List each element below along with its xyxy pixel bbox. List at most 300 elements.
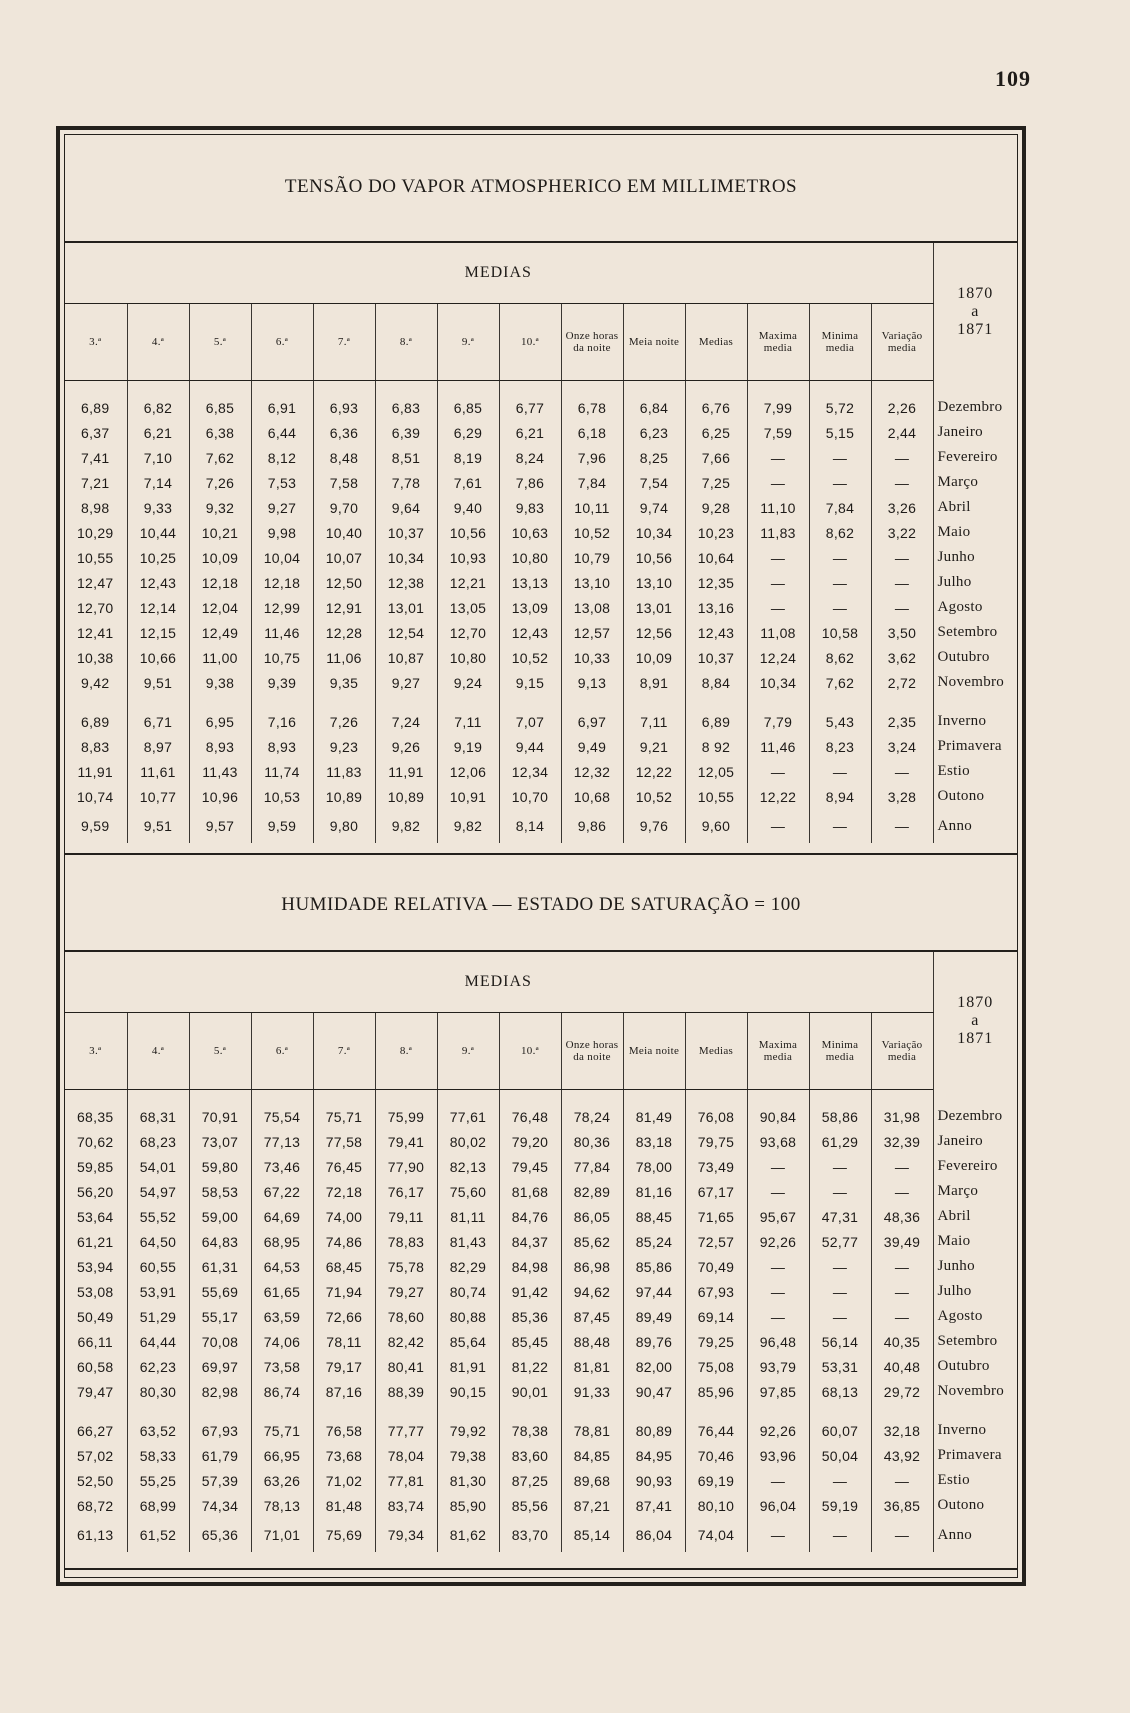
row-label: Junho — [933, 545, 1017, 570]
value-cell: 12,22 — [747, 784, 809, 809]
value-cell: 11,10 — [747, 495, 809, 520]
value-cell: 2,35 — [871, 709, 933, 734]
value-cell: 90,15 — [437, 1379, 499, 1404]
value-cell: 80,89 — [623, 1418, 685, 1443]
value-cell: 81,49 — [623, 1104, 685, 1129]
season-row — [64, 784, 1017, 809]
value-cell: 7,26 — [189, 470, 251, 495]
medias-label: MEDIAS — [64, 952, 933, 1013]
value-cell: — — [809, 595, 871, 620]
value-cell: 75,78 — [375, 1254, 437, 1279]
value-cell: 6,82 — [127, 395, 189, 420]
value-cell: 12,43 — [499, 620, 561, 645]
value-cell: 39,49 — [871, 1229, 933, 1254]
spacer — [871, 1404, 933, 1418]
value-cell: 6,89 — [81, 399, 110, 416]
column-header: 4.ª — [127, 304, 189, 381]
value-cell: 91,33 — [561, 1379, 623, 1404]
row-label: Agosto — [933, 595, 1017, 620]
value-cell: 12,35 — [685, 570, 747, 595]
value-cell: 66,27 — [76, 1422, 114, 1439]
value-cell: 82,89 — [561, 1179, 623, 1204]
value-cell: 78,83 — [375, 1229, 437, 1254]
value-cell: 6,18 — [561, 420, 623, 445]
month-row — [64, 620, 1017, 645]
column-header: 5.ª — [189, 304, 251, 381]
value-cell: 81,11 — [437, 1204, 499, 1229]
spacer — [127, 1090, 189, 1105]
spacer — [437, 381, 499, 396]
value-cell: 9,39 — [251, 670, 313, 695]
spacer — [64, 695, 127, 709]
value-cell: — — [871, 1518, 933, 1552]
value-cell: 80,41 — [375, 1354, 437, 1379]
row-label: Abril — [933, 1204, 1017, 1229]
row-label: Novembro — [933, 670, 1017, 695]
value-cell: 89,76 — [623, 1329, 685, 1354]
value-cell: 57,39 — [189, 1468, 251, 1493]
value-cell: 87,25 — [499, 1468, 561, 1493]
value-cell: 68,99 — [127, 1493, 189, 1518]
column-header: Variação media — [871, 1013, 933, 1090]
value-cell: 7,21 — [81, 474, 110, 491]
value-cell: 7,11 — [623, 709, 685, 734]
column-header: Maxima media — [747, 304, 809, 381]
value-cell: — — [809, 1468, 871, 1493]
column-header: 10.ª — [499, 304, 561, 381]
spacer — [809, 695, 871, 709]
value-cell: — — [809, 1179, 871, 1204]
row-label: Estio — [933, 759, 1017, 784]
value-cell: 68,72 — [76, 1497, 114, 1514]
value-cell: — — [809, 809, 871, 843]
value-cell: 60,58 — [76, 1358, 114, 1375]
value-cell: — — [747, 1518, 809, 1552]
spacer — [933, 1090, 1017, 1105]
value-cell: 73,68 — [313, 1443, 375, 1468]
month-row — [64, 645, 1017, 670]
value-cell: 11,00 — [189, 645, 251, 670]
year-range-label — [933, 952, 1017, 1090]
value-cell: 3,26 — [871, 495, 933, 520]
value-cell: 10,34 — [747, 670, 809, 695]
spacer — [189, 695, 251, 709]
value-cell: 87,16 — [313, 1379, 375, 1404]
column-header: Meia noite — [623, 1013, 685, 1090]
value-cell: 83,18 — [623, 1129, 685, 1154]
value-cell: 69,19 — [685, 1468, 747, 1493]
value-cell: 75,71 — [251, 1418, 313, 1443]
value-cell: 12,49 — [189, 620, 251, 645]
spacer — [375, 1090, 437, 1105]
value-cell: 10,70 — [499, 784, 561, 809]
value-cell: 10,44 — [127, 520, 189, 545]
value-cell: — — [871, 545, 933, 570]
value-cell: 77,61 — [437, 1104, 499, 1129]
value-cell: 12,70 — [437, 620, 499, 645]
value-cell: — — [747, 545, 809, 570]
value-cell: 11,83 — [313, 759, 375, 784]
value-cell: 7,78 — [375, 470, 437, 495]
value-cell: 11,46 — [251, 620, 313, 645]
month-row — [64, 545, 1017, 570]
value-cell: 10,89 — [313, 784, 375, 809]
value-cell: 7,99 — [747, 395, 809, 420]
value-cell: 66,95 — [251, 1443, 313, 1468]
value-cell: 80,88 — [437, 1304, 499, 1329]
value-cell: 96,04 — [747, 1493, 809, 1518]
value-cell: 10,58 — [809, 620, 871, 645]
value-cell: 64,83 — [189, 1229, 251, 1254]
value-cell: 81,62 — [437, 1518, 499, 1552]
value-cell: 90,93 — [623, 1468, 685, 1493]
row-label: Fevereiro — [933, 1154, 1017, 1179]
month-row — [64, 1354, 1017, 1379]
value-cell: 87,41 — [623, 1493, 685, 1518]
value-cell: — — [871, 445, 933, 470]
value-cell: 85,96 — [685, 1379, 747, 1404]
table1-title: TENSÃO DO VAPOR ATMOSPHERICO EM MILLIMETROS — [284, 176, 798, 197]
value-cell: 85,14 — [561, 1518, 623, 1552]
value-cell: 9,38 — [189, 670, 251, 695]
value-cell: 7,24 — [375, 709, 437, 734]
value-cell: 86,05 — [561, 1204, 623, 1229]
value-cell: 80,36 — [561, 1129, 623, 1154]
value-cell: 8,19 — [437, 445, 499, 470]
value-cell: — — [747, 1254, 809, 1279]
value-cell: 71,94 — [313, 1279, 375, 1304]
value-cell: — — [747, 470, 809, 495]
value-cell: 89,68 — [561, 1468, 623, 1493]
month-row — [64, 470, 1017, 495]
value-cell: 10,55 — [685, 784, 747, 809]
value-cell: 62,23 — [127, 1354, 189, 1379]
value-cell: 74,86 — [313, 1229, 375, 1254]
spacer — [313, 381, 375, 396]
value-cell: 10,21 — [189, 520, 251, 545]
value-cell: 77,84 — [561, 1154, 623, 1179]
value-cell: 47,31 — [809, 1204, 871, 1229]
value-cell: 54,97 — [127, 1179, 189, 1204]
value-cell: — — [809, 1154, 871, 1179]
value-cell: 5,43 — [809, 709, 871, 734]
value-cell: 9,13 — [561, 670, 623, 695]
value-cell: 6,36 — [313, 420, 375, 445]
value-cell: 10,53 — [251, 784, 313, 809]
row-label: Maio — [933, 520, 1017, 545]
medias-header-row — [64, 952, 1017, 1013]
spacer — [747, 381, 809, 396]
value-cell: 75,54 — [251, 1104, 313, 1129]
value-cell: 10,34 — [375, 545, 437, 570]
month-row — [64, 1229, 1017, 1254]
value-cell: 75,60 — [437, 1179, 499, 1204]
value-cell: 12,43 — [685, 620, 747, 645]
row-label: Abril — [933, 495, 1017, 520]
spacer — [437, 695, 499, 709]
column-header: Maxima media — [747, 1013, 809, 1090]
value-cell: 10,37 — [375, 520, 437, 545]
value-cell: 80,10 — [685, 1493, 747, 1518]
value-cell: 10,34 — [623, 520, 685, 545]
row-label: Outono — [933, 784, 1017, 809]
value-cell: 8,62 — [809, 645, 871, 670]
value-cell: 6,89 — [81, 713, 110, 730]
value-cell: 72,18 — [313, 1179, 375, 1204]
value-cell: 60,55 — [127, 1254, 189, 1279]
value-cell: 50,49 — [76, 1308, 114, 1325]
value-cell: 70,46 — [685, 1443, 747, 1468]
value-cell: 72,57 — [685, 1229, 747, 1254]
value-cell: 79,11 — [375, 1204, 437, 1229]
value-cell: 55,52 — [127, 1204, 189, 1229]
value-cell: 8,51 — [375, 445, 437, 470]
value-cell: 64,50 — [127, 1229, 189, 1254]
value-cell: 79,92 — [437, 1418, 499, 1443]
value-cell: 10,07 — [313, 545, 375, 570]
value-cell: 89,49 — [623, 1304, 685, 1329]
value-cell: 71,65 — [685, 1204, 747, 1229]
value-cell: 85,36 — [499, 1304, 561, 1329]
spacer — [685, 381, 747, 396]
value-cell: 7,58 — [313, 470, 375, 495]
value-cell: 7,86 — [499, 470, 561, 495]
column-header: Onze horas da noite — [561, 1013, 623, 1090]
value-cell: 9,51 — [127, 809, 189, 843]
value-cell: — — [871, 759, 933, 784]
value-cell: 9,40 — [437, 495, 499, 520]
value-cell: 12,43 — [127, 570, 189, 595]
value-cell: 3,50 — [871, 620, 933, 645]
row-label: Junho — [933, 1254, 1017, 1279]
value-cell: 77,90 — [375, 1154, 437, 1179]
value-cell: 79,75 — [685, 1129, 747, 1154]
value-cell: 81,30 — [437, 1468, 499, 1493]
value-cell: 90,47 — [623, 1379, 685, 1404]
value-cell: 8,83 — [81, 738, 110, 755]
value-cell: 8,25 — [623, 445, 685, 470]
value-cell: 8,84 — [685, 670, 747, 695]
value-cell: 2,44 — [871, 420, 933, 445]
spacer — [933, 1404, 1017, 1418]
value-cell: 8,14 — [499, 809, 561, 843]
value-cell: 85,45 — [499, 1329, 561, 1354]
value-cell: 63,52 — [127, 1418, 189, 1443]
spacer — [933, 695, 1017, 709]
month-row — [64, 1179, 1017, 1204]
value-cell: — — [871, 470, 933, 495]
value-cell: 81,48 — [313, 1493, 375, 1518]
table2-title: HUMIDADE RELATIVA — ESTADO DE SATURAÇÃO = 100 — [281, 894, 801, 915]
row-label: Dezembro — [933, 1104, 1017, 1129]
value-cell: 84,85 — [561, 1443, 623, 1468]
value-cell: 76,45 — [313, 1154, 375, 1179]
value-cell: 70,49 — [685, 1254, 747, 1279]
value-cell: 8,48 — [313, 445, 375, 470]
value-cell: 9,98 — [251, 520, 313, 545]
value-cell: 7,16 — [251, 709, 313, 734]
value-cell: 65,36 — [189, 1518, 251, 1552]
value-cell: 79,45 — [499, 1154, 561, 1179]
value-cell: 81,91 — [437, 1354, 499, 1379]
spacer — [313, 1090, 375, 1105]
value-cell: 7,11 — [437, 709, 499, 734]
value-cell: 8,93 — [251, 734, 313, 759]
value-cell: 36,85 — [871, 1493, 933, 1518]
value-cell: 7,41 — [81, 449, 110, 466]
value-cell: 6,29 — [437, 420, 499, 445]
spacer — [127, 1404, 189, 1418]
row-label: Maio — [933, 1229, 1017, 1254]
value-cell: 9,83 — [499, 495, 561, 520]
value-cell: 7,53 — [251, 470, 313, 495]
value-cell: 61,79 — [189, 1443, 251, 1468]
value-cell: — — [871, 809, 933, 843]
value-cell: 80,02 — [437, 1129, 499, 1154]
value-cell: 13,09 — [499, 595, 561, 620]
value-cell: 61,65 — [251, 1279, 313, 1304]
value-cell: 74,34 — [189, 1493, 251, 1518]
value-cell: 9,82 — [375, 809, 437, 843]
value-cell: 12,54 — [375, 620, 437, 645]
value-cell: 13,13 — [499, 570, 561, 595]
value-cell: 9,51 — [127, 670, 189, 695]
value-cell: 3,22 — [871, 520, 933, 545]
value-cell: 82,29 — [437, 1254, 499, 1279]
value-cell: 6,21 — [127, 420, 189, 445]
column-header: 9.ª — [437, 1013, 499, 1090]
value-cell: 8,94 — [809, 784, 871, 809]
value-cell: 6,38 — [189, 420, 251, 445]
value-cell: 48,36 — [871, 1204, 933, 1229]
spacer — [437, 1090, 499, 1105]
value-cell: 6,25 — [685, 420, 747, 445]
value-cell: 79,25 — [685, 1329, 747, 1354]
value-cell: 9,86 — [561, 809, 623, 843]
value-cell: — — [747, 570, 809, 595]
value-cell: 58,33 — [127, 1443, 189, 1468]
season-row — [64, 759, 1017, 784]
value-cell: 6,91 — [251, 395, 313, 420]
value-cell: 84,37 — [499, 1229, 561, 1254]
column-header: 7.ª — [313, 1013, 375, 1090]
value-cell: 9,32 — [189, 495, 251, 520]
value-cell: 9,27 — [375, 670, 437, 695]
value-cell: 79,38 — [437, 1443, 499, 1468]
spacer — [685, 1404, 747, 1418]
value-cell: 81,81 — [561, 1354, 623, 1379]
value-cell: 79,47 — [76, 1383, 114, 1400]
value-cell: 32,18 — [871, 1418, 933, 1443]
page-number: 109 — [995, 66, 1031, 91]
value-cell: 9,33 — [127, 495, 189, 520]
value-cell: 93,79 — [747, 1354, 809, 1379]
value-cell: 93,68 — [747, 1129, 809, 1154]
value-cell: 77,77 — [375, 1418, 437, 1443]
value-cell: 10,66 — [127, 645, 189, 670]
year-range-part: 1870 — [957, 284, 994, 302]
spacer — [561, 1090, 623, 1105]
value-cell: 9,19 — [437, 734, 499, 759]
value-cell: 8,23 — [809, 734, 871, 759]
value-cell: 6,21 — [499, 420, 561, 445]
value-cell: 31,98 — [871, 1104, 933, 1129]
year-range-part: a — [971, 302, 980, 320]
value-cell: 9,76 — [623, 809, 685, 843]
value-cell: 6,95 — [189, 709, 251, 734]
column-header: 10.ª — [499, 1013, 561, 1090]
value-cell: 9,57 — [189, 809, 251, 843]
value-cell: 68,45 — [313, 1254, 375, 1279]
value-cell: 73,49 — [685, 1154, 747, 1179]
value-cell: — — [809, 759, 871, 784]
value-cell: 9,60 — [685, 809, 747, 843]
value-cell: 56,20 — [76, 1183, 114, 1200]
row-label: Julho — [933, 570, 1017, 595]
row-label: Agosto — [933, 1304, 1017, 1329]
row-label: Primavera — [933, 734, 1017, 759]
value-cell: 81,16 — [623, 1179, 685, 1204]
value-cell: 10,56 — [437, 520, 499, 545]
value-cell: 60,07 — [809, 1418, 871, 1443]
value-cell: — — [809, 445, 871, 470]
value-cell: 11,61 — [127, 759, 189, 784]
value-cell: 78,60 — [375, 1304, 437, 1329]
value-cell: 76,17 — [375, 1179, 437, 1204]
value-cell: — — [871, 1468, 933, 1493]
month-row — [64, 1254, 1017, 1279]
row-label: Primavera — [933, 1443, 1017, 1468]
value-cell: 78,11 — [313, 1329, 375, 1354]
spacer — [64, 1090, 127, 1105]
month-row — [64, 420, 1017, 445]
value-cell: 53,31 — [809, 1354, 871, 1379]
value-cell: 8,98 — [81, 499, 110, 516]
value-cell: 12,99 — [251, 595, 313, 620]
value-cell: 75,08 — [685, 1354, 747, 1379]
row-label: Março — [933, 1179, 1017, 1204]
value-cell: 58,53 — [189, 1179, 251, 1204]
value-cell: 9,27 — [251, 495, 313, 520]
value-cell: 5,15 — [809, 420, 871, 445]
value-cell: 6,37 — [81, 424, 110, 441]
value-cell: 6,44 — [251, 420, 313, 445]
column-header: Medias — [685, 304, 747, 381]
value-cell: 8,24 — [499, 445, 561, 470]
spacer — [623, 695, 685, 709]
value-cell: 7,84 — [809, 495, 871, 520]
value-cell: — — [871, 1254, 933, 1279]
spacer — [64, 381, 127, 396]
value-cell: 63,59 — [251, 1304, 313, 1329]
value-cell: 12,56 — [623, 620, 685, 645]
medias-label: MEDIAS — [64, 243, 933, 304]
value-cell: 7,59 — [747, 420, 809, 445]
value-cell: 7,54 — [623, 470, 685, 495]
column-header: 6.ª — [251, 304, 313, 381]
value-cell: 96,48 — [747, 1329, 809, 1354]
value-cell: 10,80 — [437, 645, 499, 670]
value-cell: 9,64 — [375, 495, 437, 520]
value-cell: 54,01 — [127, 1154, 189, 1179]
value-cell: 84,98 — [499, 1254, 561, 1279]
value-cell: 64,69 — [251, 1204, 313, 1229]
value-cell: 10,29 — [76, 524, 114, 541]
value-cell: 83,60 — [499, 1443, 561, 1468]
value-cell: 7,62 — [809, 670, 871, 695]
value-cell: 10,52 — [623, 784, 685, 809]
value-cell: 59,80 — [189, 1154, 251, 1179]
